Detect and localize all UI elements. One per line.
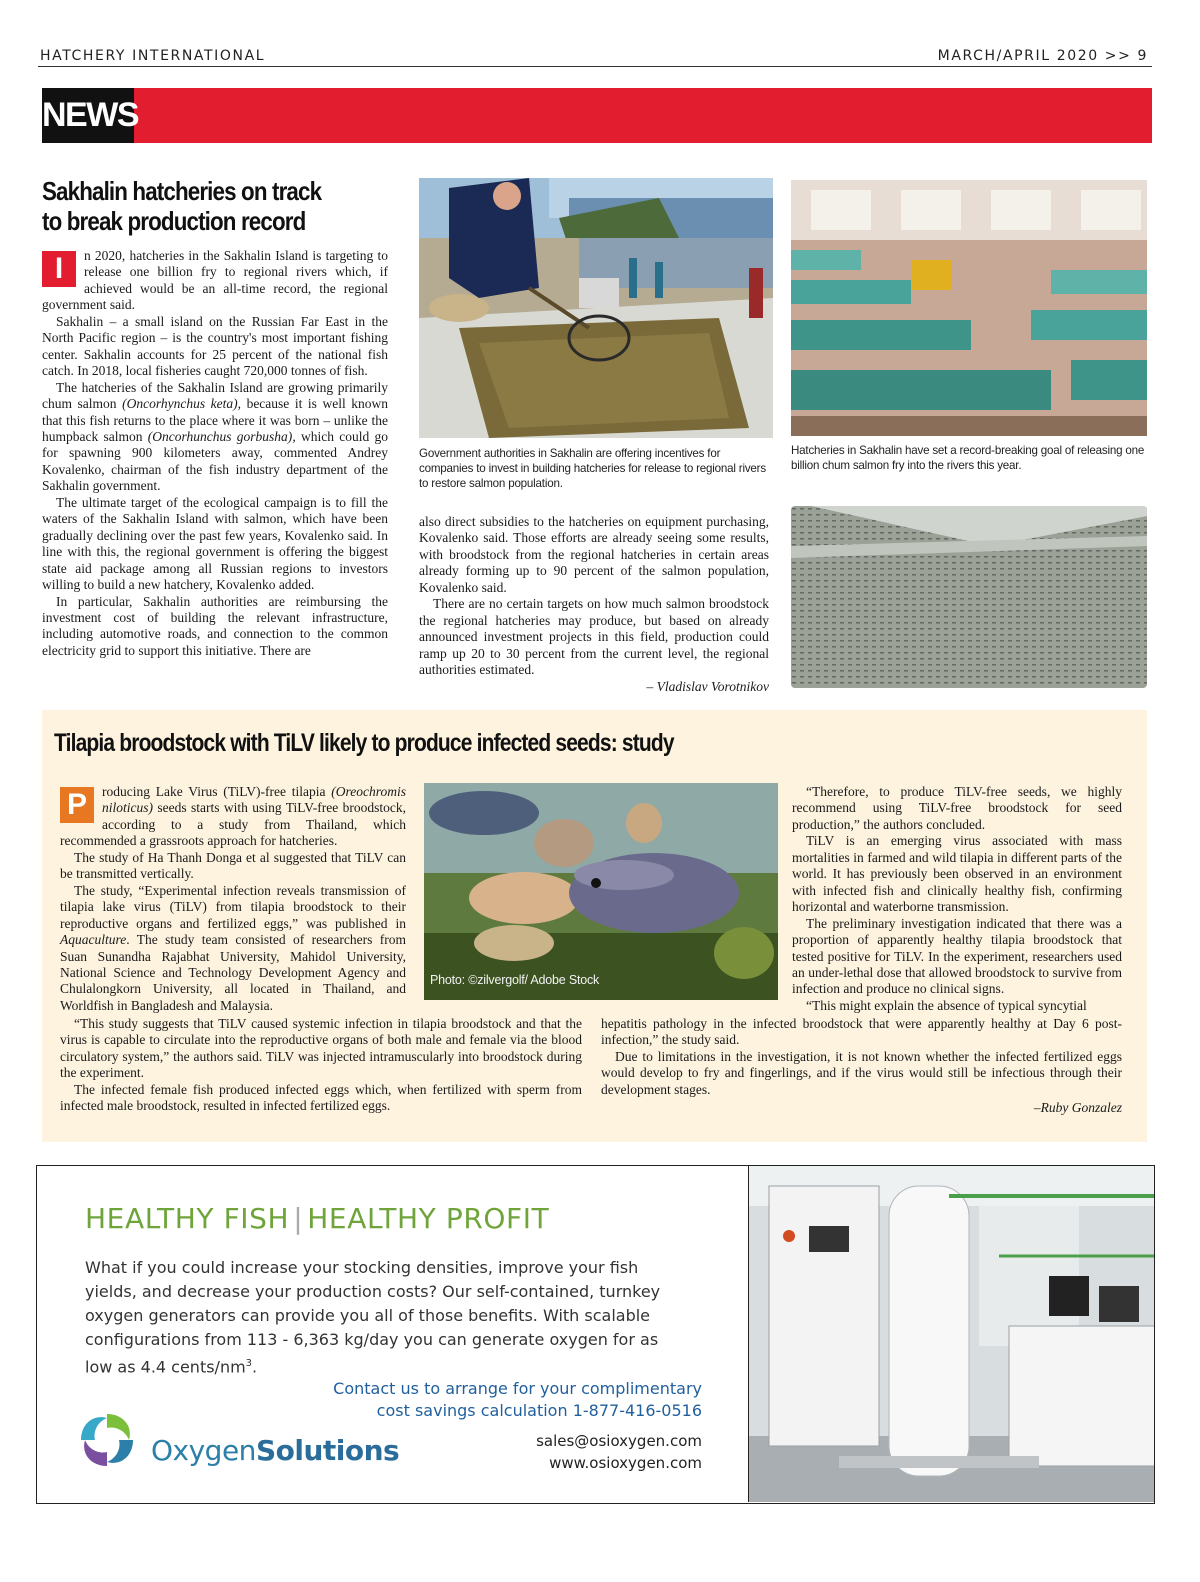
ad-contact-info — [536, 1430, 702, 1474]
article2-column-2 — [792, 784, 1122, 1014]
article2-dropcap: P — [60, 787, 94, 823]
article2-column-1 — [60, 784, 406, 1014]
article2-paragraph: TiLV is an emerging virus associated with mass mortalities in farmed and wild tilapia in different parts of the world. It has previously been observed in an environment with infected fish and clinically healthy fish, confirming horizontal and waterborne transmission. — [792, 833, 1122, 915]
article2-paragraph: The study of Ha Thanh Donga et al suggested that TiLV can be transmitted vertically. — [60, 849, 406, 882]
ad-photo-oxygen-generator — [748, 1166, 1154, 1502]
article2-paragraph: The study, “Experimental infection reveals transmission of tilapia lake virus (TiLV) from tilapia broodstock to their reproductive organs and fertilized eggs,” was published in Aquaculture. The study team consisted of researchers from Suan Sunandha Rajabhat University, Mahidol University, National Science and Technology Development Agency and Chulalongkorn University, all located in Thailand, and Worldfish in Bangladesh and Malaysia. — [60, 882, 406, 1013]
oxygen-solutions-wordmark: OxygenSolutions — [151, 1434, 400, 1467]
article1-byline: – Vladislav Vorotnikov — [646, 678, 769, 694]
article2-byline: –Ruby Gonzalez — [1033, 1100, 1122, 1116]
article2-column-1-lower — [60, 1016, 582, 1115]
article2-paragraph: Due to limitations in the investigation, it is not known whether the infected fertilized eggs would develop to fry and fingerlings, and if the virus would still be infectious through their development stages. — [601, 1048, 1122, 1097]
oxygen-generator-illustration — [749, 1166, 1154, 1502]
header-rule — [38, 66, 1152, 67]
article2-paragraph: The infected female fish produced infected eggs which, when fertilized with sperm from infected male broodstock, resulted in infected fertilized eggs. — [60, 1081, 582, 1114]
article1-dropcap: I — [42, 251, 76, 287]
publication-name: HATCHERY INTERNATIONAL — [40, 48, 266, 64]
article1-paragraph: Sakhalin – a small island on the Russian Far East in the North Pacific region – is the country's most important fishing center. Sakhalin accounts for 25 percent of the national fish catch. In 2018, local fisheries caught 720,000 tonnes of fish. — [42, 313, 388, 379]
news-section-label: NEWS — [42, 88, 134, 143]
article1-column-1 — [42, 248, 388, 659]
issue-page-number: MARCH/APRIL 2020 >> 9 — [937, 48, 1148, 64]
photo2-caption: Hatcheries in Sakhalin have set a record-breaking goal of releasing one billion chum salmon fry into the rivers this year. — [791, 444, 1145, 472]
photo-hatchery-tanks — [791, 180, 1147, 436]
hatchery-tanks-illustration — [791, 180, 1147, 436]
news-section-bar — [42, 88, 1152, 143]
article1-column-2 — [419, 514, 769, 695]
article1-paragraph: In particular, Sakhalin authorities are reimbursing the investment cost of building the relevant infrastructure, including automotive roads, and connection to the common electricity grid to support this initiative. There are — [42, 593, 388, 658]
article2-headline: Tilapia broodstock with TiLV likely to produce infected seeds: study — [54, 729, 674, 757]
article1-paragraph: There are no certain targets on how much salmon broodstock the regional hatcheries may produce, but based on already announced investment projects in this field, production could ramp up 20 to 30 percent from the current level, the regional authorities estimated. — [419, 596, 769, 678]
ad-contact-callout: Contact us to arrange for your complimentary cost savings calculation 1-877-416-0516 — [333, 1379, 702, 1420]
tilapia-illustration — [424, 783, 778, 1000]
article2-paragraph: P roducing Lake Virus (TiLV)-free tilapia (Oreochromis niloticus) seeds starts with using TiLV-free broodstock, according to a study from Thailand, which recommended a grassroots approach for hatcheries. — [60, 784, 406, 849]
tilapia-photo-credit: Photo: ©zilvergolf/ Adobe Stock — [430, 973, 600, 987]
article1-paragraph: I n 2020, hatcheries in the Sakhalin Island is targeting to release one billion fry to regional rivers which, if achieved would be an all-time record, the regional government said. — [42, 248, 388, 313]
worker-netting-illustration — [419, 178, 773, 438]
article2-paragraph: hepatitis pathology in the infected broodstock that were apparently healthy at Day 6 post-infection,” the study said. — [601, 1016, 1122, 1048]
photo-fry-raceway — [791, 506, 1147, 688]
article1-headline-line2: to break production record — [42, 206, 306, 236]
article1-headline-line1: Sakhalin hatcheries on track — [42, 176, 322, 206]
oxygen-solutions-logo-icon — [77, 1410, 137, 1470]
article2-column-2-lower — [601, 1016, 1122, 1117]
ad-website-link[interactable]: www.osioxygen.com — [549, 1454, 702, 1472]
photo1-caption: Government authorities in Sakhalin are offering incentives for companies to invest in building hatcheries for release to regional rivers to restore salmon population. — [419, 447, 766, 490]
article2-paragraph: “This study suggests that TiLV caused systemic infection in tilapia broodstock and that the virus is capable to circulate into the reproductive organs of both male and female via the blood circulatory system,” the authors said. TiLV was injected intramuscularly into broodstock during the experiment. — [60, 1016, 582, 1081]
fry-raceway-illustration — [791, 506, 1147, 688]
article2-paragraph: “This might explain the absence of typical syncytial — [806, 997, 1087, 1013]
article1-headline — [42, 176, 321, 236]
article2-paragraph: The preliminary investigation indicated that there was a proportion of apparently healthy tilapia broodstock that tested positive for TiLV. In the experiment, researchers used an under-lethal dose that allowed broodstock to survive from infection and produce no clinical signs. — [792, 915, 1122, 997]
article2-paragraph: “Therefore, to produce TiLV-free seeds, we highly recommend using TiLV-free broodstock for seed production,” the authors concluded. — [792, 784, 1122, 832]
article1-paragraph: The ultimate target of the ecological campaign is to fill the waters of the Sakhalin Island with salmon, which have been gradually declining over the past few years, Kovalenko said. In line with this, the regional government is offering the biggest state aid package among all Russian regions to investors willing to build a new hatchery, Kovalenko added. — [42, 494, 388, 593]
ad-email-link[interactable]: sales@osioxygen.com — [536, 1432, 702, 1450]
photo-worker-netting-fry — [419, 178, 773, 438]
ad-tagline: HEALTHY FISH | HEALTHY PROFIT — [85, 1202, 550, 1235]
article1-paragraph: also direct subsidies to the hatcheries on equipment purchasing, Kovalenko said. Those efforts are already seeing some results, with broodstock from the regional hatcheries in certain areas already forming up to 90 percent of the salmon population, Kovalenko said. — [419, 514, 769, 595]
photo-tilapia — [424, 783, 778, 1000]
oxygen-solutions-ad — [36, 1165, 1155, 1504]
article1-paragraph: The hatcheries of the Sakhalin Island are growing primarily chum salmon (Oncorhynchus keta), because it is well known that this fish returns to the place where it was born – unlike the humpback salmon (Oncorhunchus gorbusha), which could go for spawning 900 kilometers away, commented Andrey Kovalenko, chairman of the fish industry department of the Sakhalin government. — [42, 379, 388, 494]
ad-body-text: What if you could increase your stocking densities, improve your fish yields, and decrease your production costs? Our self-contained, turnkey oxygen generators can provide you all of those benefits. With scalable configurations from 113 - 6,363 kg/day you can generate oxygen for as low as 4.4 cents/$nm^3$. — [85, 1258, 661, 1377]
